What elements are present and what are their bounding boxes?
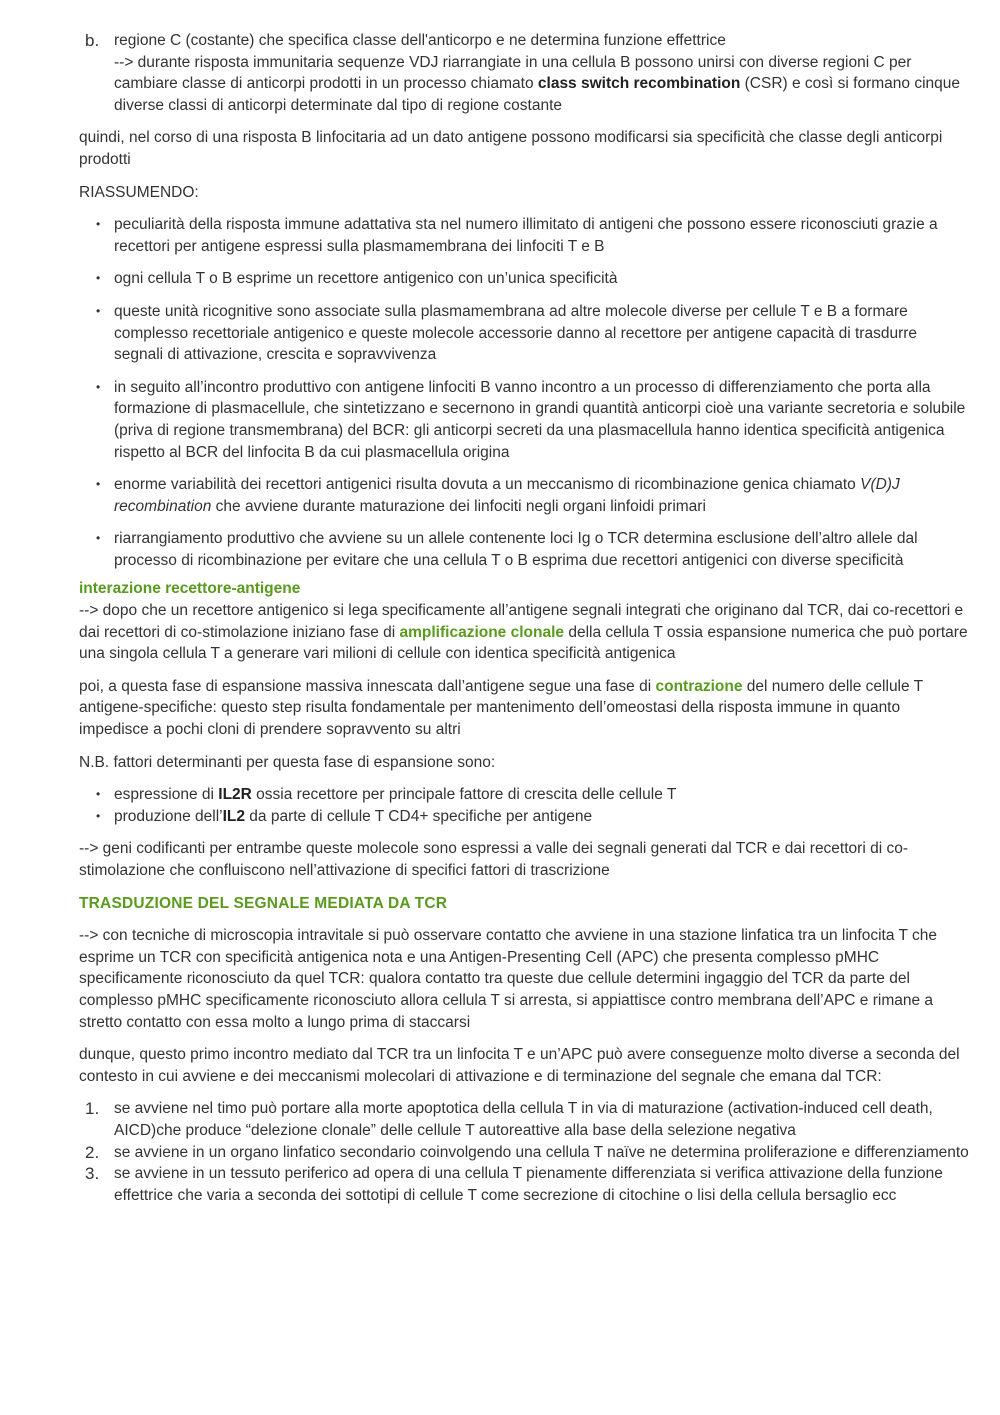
numbered-item bbox=[79, 1163, 969, 1206]
bullet-text: peculiarità della risposta immune adattativa sta nel numero illimitato di antigeni che possono essere riconosciuti grazie a recettori per antigene espressi sulla plasmamembrana dei linfociti T e B bbox=[114, 216, 938, 255]
number-marker: 1. bbox=[85, 1099, 100, 1119]
bullet-marker: • bbox=[96, 531, 101, 546]
list-item-content bbox=[114, 30, 969, 116]
bullet-marker: • bbox=[96, 271, 101, 286]
highlight-term: contrazione bbox=[655, 677, 743, 695]
bullet-text: ogni cellula T o B esprime un recettore antigenico con un’unica specificità bbox=[114, 270, 618, 288]
paragraph: --> con tecniche di microscopia intravitale si può osservare contatto che avviene in una stazione linfatica tra un linfocita T che esprime un TCR con specificità antigenica nota e una Antigen-Presenting Cell (APC) che presenta complesso pMHC specificamente riconosciuto da quel TCR: qualora contatto tra queste due cellule determini ingaggio del TCR da parte del complesso pMHC specificamente riconosciuto allora cellula T si arresta, si appiattisce contro membrana dell’APC e rimane a stretto contatto con essa molto a lungo prima di staccarsi bbox=[79, 927, 937, 1031]
bullet-item bbox=[79, 268, 969, 290]
bullet-text-part: enorme variabilità dei recettori antigenici risulta dovuta a un meccanismo di ricombinazione genica chiamato bbox=[114, 476, 861, 494]
bullet-text-part: espressione di bbox=[114, 786, 219, 804]
note-text: (CSR) e così si formano cinque diverse classi di anticorpi determinate dal tipo di regione costante bbox=[114, 75, 960, 114]
paragraph: dunque, questo primo incontro mediato dal TCR tra un linfocita T e un’APC può avere conseguenze molto diverse a seconda del contesto in cui avviene e dei meccanismi molecolari di attivazione e di terminazione del segnale che emana dal TCR: bbox=[79, 1046, 960, 1085]
bullet-item bbox=[79, 528, 969, 571]
bullet-text bbox=[114, 474, 969, 517]
numbered-text: se avviene in un tessuto periferico ad opera di una cellula T pienamente differenziata si verifica attivazione della funzione effettrice che varia a seconda dei sottotipi di cellule T come secrezione di citochine o lisi della cellula bersaglio ecc bbox=[114, 1165, 943, 1204]
bullet-marker: • bbox=[96, 477, 101, 492]
bullet-text bbox=[114, 784, 969, 806]
list-item-text: regione C (costante) che specifica classe dell'anticorpo e ne determina funzione effettrice bbox=[114, 32, 726, 49]
paragraph-text: del numero delle cellule T antigene-specifiche: questo step risulta fondamentale per mantenimento dell’omeostasi della risposta immune in quanto impedisce a pochi cloni di prendere sopravvento su altri bbox=[79, 677, 923, 739]
bold-term: IL2R bbox=[218, 786, 252, 804]
bold-term: IL2 bbox=[222, 807, 245, 825]
list-item-note bbox=[114, 52, 969, 117]
bullet-text: in seguito all’incontro produttivo con antigene linfociti B vanno incontro a un processo di differenziamento che porta alla formazione di plasmacellule, che sintetizzano e secernono in grandi quantità anticorpi cioè una variante secretoria e solubile (priva di regione transmembrana) del BCR: gli anticorpi secreti da una plasmacellula hanno identica specificità antigenica rispetto al BCR del linfocita B da cui plasmacellula origina bbox=[114, 378, 966, 461]
bullet-item bbox=[79, 784, 969, 806]
number-marker: 3. bbox=[85, 1164, 100, 1184]
bullet-text: queste unità ricognitive sono associate sulla plasmamembrana ad altre molecole diverse per cellule T e B a formare complesso recettoriale antigenico e queste molecole accessorie danno al recettore per antigene capacità di trasdurre segnali di attivazione, crescita e sopravvivenza bbox=[114, 302, 918, 364]
bullet-text-part: da parte di cellule T CD4+ specifiche per antigene bbox=[244, 807, 593, 825]
numbered-item bbox=[79, 1098, 969, 1141]
numbered-text: se avviene in un organo linfatico secondario coinvolgendo una cellula T naïve ne determina proliferazione e differenziamento bbox=[114, 1143, 969, 1161]
paragraph-text: --> dopo che un recettore antigenico si lega specificamente all’antigene segnali integrati che originano dal TCR, dai co-recettori e dai recettori di co-stimolazione iniziano fase di bbox=[79, 602, 964, 641]
section-heading: interazione recettore-antigene bbox=[79, 580, 301, 598]
section-label: RIASSUMENDO: bbox=[79, 183, 199, 201]
numbered-item bbox=[79, 1142, 969, 1164]
paragraph-text: della cellula T ossia espansione numerica che può portare una singola cellula T a generare vari milioni di cellule con identica specificità antigenica bbox=[79, 623, 968, 663]
italic-term: V(D)J recombination bbox=[114, 476, 900, 515]
paragraph bbox=[79, 676, 969, 741]
note-term: class switch recombination bbox=[537, 75, 741, 93]
bullet-item bbox=[79, 474, 969, 517]
list-marker: b. bbox=[85, 31, 100, 50]
bullet-item bbox=[79, 377, 969, 463]
bullet-item bbox=[79, 214, 969, 257]
bullet-text bbox=[114, 806, 969, 828]
bullet-marker: • bbox=[96, 787, 101, 802]
paragraph: N.B. fattori determinanti per questa fase di espansione sono: bbox=[79, 753, 496, 771]
paragraph-text: poi, a questa fase di espansione massiva innescata dall’antigene segue una fase di bbox=[79, 677, 656, 695]
numbered-text: se avviene nel timo può portare alla morte apoptotica della cellula T in via di maturazione (activation-induced cell death, AICD)che produce “delezione clonale” delle cellule T autoreattive alla base della selezione negativa bbox=[114, 1100, 933, 1139]
bullet-marker: • bbox=[96, 808, 101, 823]
section-heading: TRASDUZIONE DEL SEGNALE MEDIATA DA TCR bbox=[79, 894, 448, 912]
paragraph: quindi, nel corso di una risposta B linfocitaria ad un dato antigene possono modificarsi sia specificità che classe degli anticorpi prodotti bbox=[79, 129, 943, 168]
bullet-text-part: ossia recettore per principale fattore di crescita delle cellule T bbox=[251, 786, 677, 804]
bullet-item bbox=[79, 806, 969, 828]
bullet-marker: • bbox=[96, 217, 101, 232]
bullet-text: riarrangiamento produttivo che avviene su un allele contenente loci Ig o TCR determina esclusione dell’altro allele dal processo di ricombinazione per evitare che una cellula T o B esprima due recettori antigenici con diverse specificità bbox=[114, 530, 918, 569]
note-text: --> durante risposta immunitaria sequenze VDJ riarrangiate in una cellula B possono unirsi con diverse regioni C per cambiare classe di anticorpi prodotti in un processo chiamato bbox=[114, 53, 912, 93]
bullet-text-part: che avviene durante maturazione dei linfociti negli organi linfoidi primari bbox=[211, 497, 706, 515]
number-marker: 2. bbox=[85, 1142, 100, 1162]
document-page bbox=[79, 30, 969, 1206]
paragraph bbox=[79, 600, 969, 665]
paragraph: --> geni codificanti per entrambe queste molecole sono espressi a valle dei segnali generati dal TCR e dai recettori di co-stimolazione che confluiscono nell’attivazione di specifici fattori di trascrizione bbox=[79, 840, 908, 879]
bullet-marker: • bbox=[96, 303, 101, 318]
highlight-term: amplificazione clonale bbox=[399, 623, 565, 641]
bullet-item bbox=[79, 301, 969, 366]
list-item-b bbox=[79, 30, 969, 116]
bullet-text-part: produzione dell’ bbox=[114, 807, 223, 825]
bullet-marker: • bbox=[96, 379, 101, 394]
